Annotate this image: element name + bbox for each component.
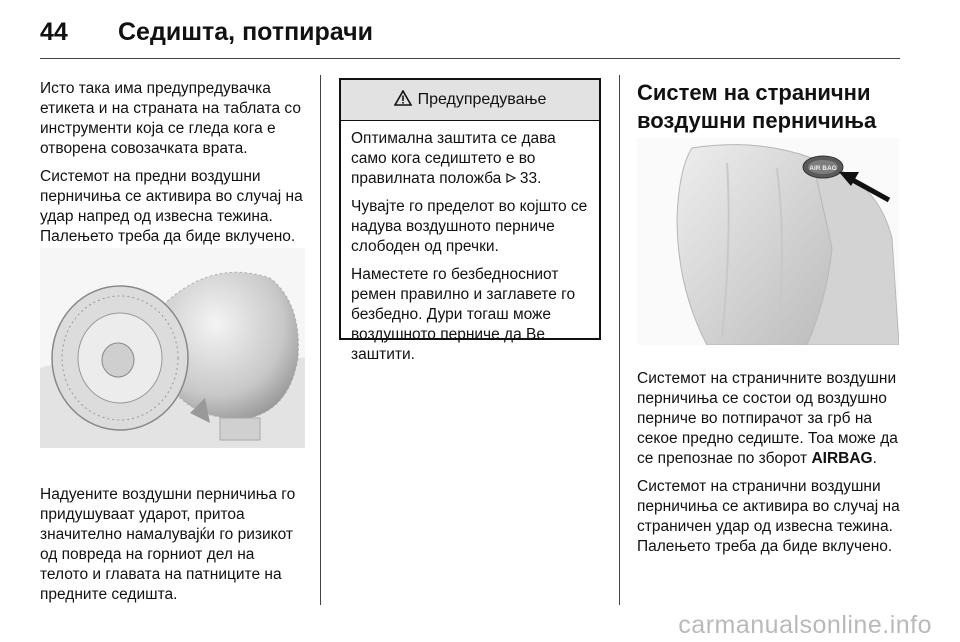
warning-keep-area-clear-paragraph: Чуваjте го пределот во коjшто се надува воздушното перниче слободен од пречки.	[351, 198, 588, 255]
warning-heading: Предупредување	[417, 91, 547, 108]
side-airbag-seat-illustration	[637, 138, 899, 345]
side-airbag-para1-text: Системот на страничните воздушни перничиња се состои од воздушно перниче во потпирачот за грб на секое предно седиште. Тоа може да се препознае по зборот	[637, 370, 898, 467]
page-reference[interactable]: 33.	[519, 170, 542, 187]
warning-seat-position-paragraph	[351, 129, 589, 189]
section-heading: Систем на странични воздушни перничиња	[637, 80, 877, 133]
watermark: carmanualsonline.info	[678, 611, 932, 639]
front-airbag-illustration	[40, 248, 305, 448]
column-divider-right	[619, 75, 620, 605]
air-bag-label: AIR BAG	[809, 165, 837, 172]
page-title: Седишта, потпирачи	[118, 18, 373, 46]
front-airbag-activation-paragraph: Системот на предни воздушни перничиња се активира во случај на удар напред од извесна тежина. Палењето треба да биде вклучено.	[40, 168, 303, 245]
intro-paragraph: Исто така има предупредувачка етикета и на страната на таблата со инструменти која се гледа кога е отворена совозачката врата.	[40, 80, 301, 157]
page-reference-arrow-icon	[506, 170, 520, 187]
warning-triangle-icon	[394, 90, 412, 111]
warning-para1-text: Оптимална заштита се дава само кога седиштето е во правилната положба	[351, 130, 556, 187]
side-airbag-para1-suffix: .	[872, 450, 877, 467]
header-rule	[40, 58, 900, 59]
side-airbag-activation-paragraph: Системот на странични воздушни перничиња се активира во случај на страничен удар од извесна тежина. Палењето треба да биде вклучено.	[637, 478, 900, 555]
warning-box	[339, 78, 601, 363]
column-divider-left	[320, 75, 321, 605]
side-airbag-description-paragraph	[637, 369, 907, 469]
inflated-airbag-paragraph: Надуените воздушни перничиња го придушуваат ударот, притоа значително намалувајќи го ризикот од повреда на горниот дел на телото и главата на патниците на предните седишта.	[40, 486, 296, 603]
page-number: 44	[40, 18, 68, 46]
warning-seat-belt-paragraph: Наместете го безбедносниот ремен правилно и заглавете го безбедно. Дури тогаш може воздушното перниче да Ве заштити.	[351, 266, 576, 363]
airbag-word: AIRBAG	[811, 450, 873, 467]
warning-header	[341, 80, 599, 121]
warning-body	[341, 121, 599, 365]
